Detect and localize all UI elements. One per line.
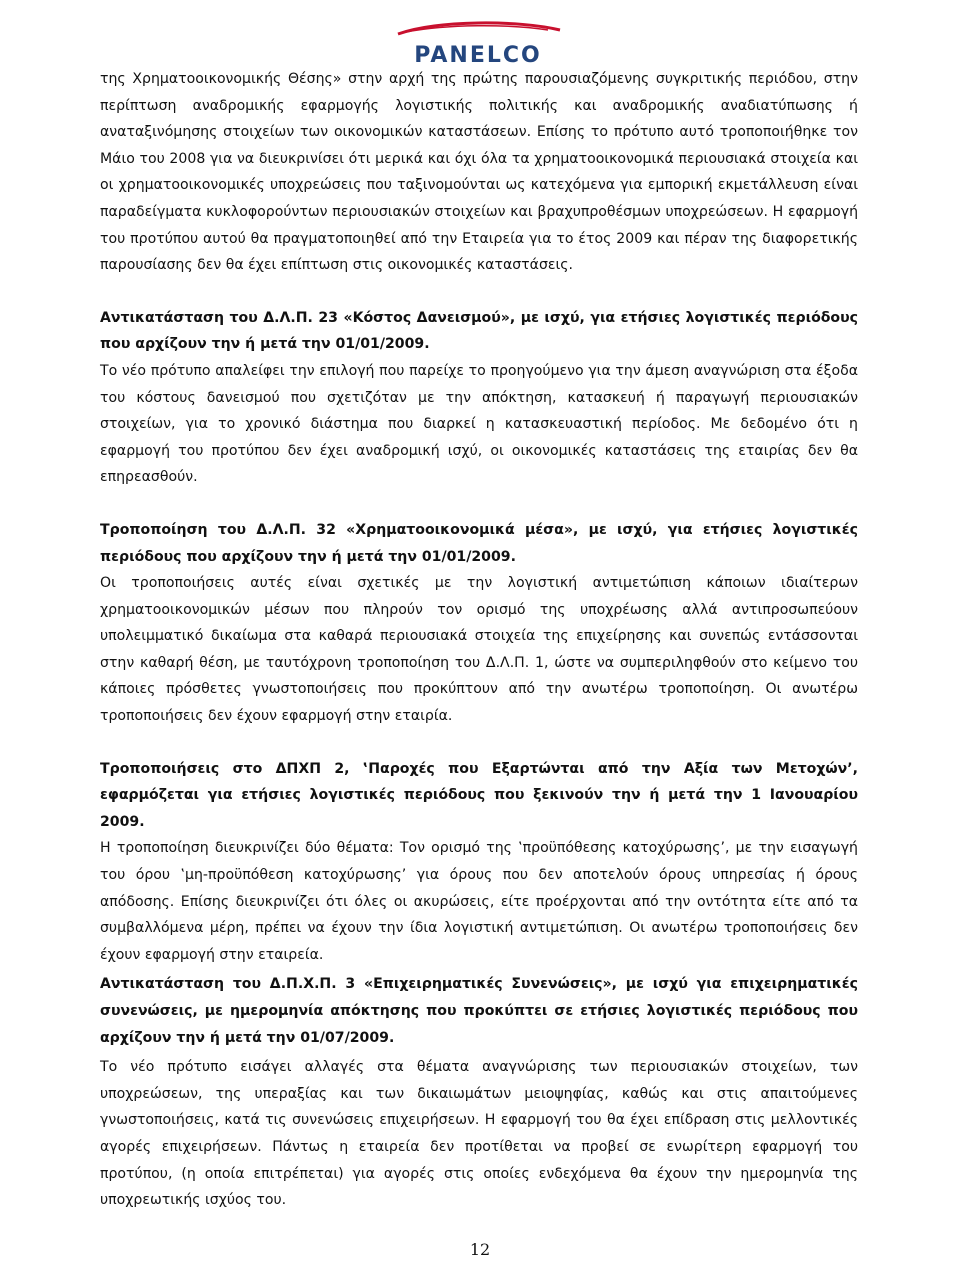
paragraph-ias1-continuation: της Χρηματοοικονομικής Θέσης» στην αρχή της πρώτης παρουσιαζόμενης συγκριτικής περιόδου, στην περίπτωση αναδρομικής εφαρμογής λογιστικής πολιτικής και αναδρομικής αναδιατύπωσης ή αναταξινόμησης στοιχείων των οικονομικών καταστάσεων. Επίσης το πρότυπο αυτό τροποποιήθηκε τον Μάιο του 2008 για να διευκρινίσει ότι μερικά και όχι όλα τα χρηματοοικονομικά περιουσιακά στοιχεία και οι χρηματοοικονομικές υποχρεώσεις που ταξινομούνται ως κατεχόμενα για εμπορική εκμετάλλευση είναι παραδείγματα κυκλοφορούντων περιουσιακών στοιχείων και βραχυπροθέσμων υποχρεώσεων. Η εφαρμογή του προτύπου αυτού θα πραγματοποιηθεί από την Εταιρεία για το έτος 2009 και πέραν της διαφορετικής παρουσίασης δεν θα έχει επίπτωση στις οικονομικές καταστάσεις. [100,71,858,274]
heading-ias23: Αντικατάσταση του Δ.Λ.Π. 23 «Κόστος Δανεισμού», με ισχύ, για ετήσιες λογιστικές περιόδους που αρχίζουν την ή μετά την 01/01/2009. [100,309,858,353]
heading-ifrs3: Αντικατάσταση του Δ.Π.Χ.Π. 3 «Επιχειρηματικές Συνενώσεις», με ισχύ για επιχειρηματικές συνενώσεις, με ημερομηνία απόκτησης που προκύπτει σε ετήσιες λογιστικές περιόδους που αρχίζουν την ή μετά την 01/07/2009. [100,976,858,1046]
paragraph-ias32: Οι τροποποιήσεις αυτές είναι σχετικές με την λογιστική αντιμετώπιση κάποιων ιδιαίτερων χρηματοοικονομικών μέσων που πληρούν τον ορισμό της υποχρέωσης αλλά αντιπροσωπεύουν υπολειμματικό δικαίωμα στα καθαρά περιουσιακά στοιχεία της επιχείρησης και συνεπώς εντάσσονται στην καθαρή θέση, με ταυτόχρονη τροποποίηση του Δ.Λ.Π. 1, ώστε να συμπεριληφθούν στο κείμενο του κάποιες πρόσθετες γνωστοποιήσεις που προκύπτουν από την ανωτέρω τροποποίηση. Οι ανωτέρω τροποποιήσεις δεν έχουν εφαρμογή στην εταιρία. [100,575,858,725]
document-body [100,66,858,1214]
heading-ias32: Τροποποίηση του Δ.Λ.Π. 32 «Χρηματοοικονομικά μέσα», με ισχύ, για ετήσιες λογιστικές περιόδους που αρχίζουν την ή μετά την 01/01/2009. [100,521,858,565]
logo-text: PANELCO [414,43,542,68]
heading-ifrs2: Τροποποιήσεις στο ΔΠΧΠ 2, ‛Παροχές που Εξαρτώνται από την Αξία των Μετοχών’, εφαρμόζεται για ετήσιες λογιστικές περιόδους που ξεκινούν την ή μετά την 1 Ιανουαρίου 2009. [100,760,858,830]
paragraph-ifrs2: Η τροποποίηση διευκρινίζει δύο θέματα: Τον ορισμό της ‛προϋπόθεσης κατοχύρωσης’, με την εισαγωγή του όρου ‛μη-προϋπόθεση κατοχύρωσης’ για όρους που δεν αποτελούν όρους υπηρεσίας ή όρους απόδοσης. Επίσης διευκρινίζει ότι όλες οι ακυρώσεις, είτε προέρχονται από την οντότητα είτε από τα συμβαλλόμενα μέρη, πρέπει να έχουν την ίδια λογιστική αντιμετώπιση. Οι ανωτέρω τροποποιήσεις δεν έχουν εφαρμογή στην εταιρεία. [100,840,858,963]
paragraph-ias23: Το νέο πρότυπο απαλείφει την επιλογή που παρείχε το προηγούμενο για την άμεση αναγνώριση στα έξοδα του κόστους δανεισμού που σχετιζόταν με την απόκτηση, κατασκευή ή παραγωγή περιουσιακών στοιχείων, για το χρονικό διάστημα που διαρκεί η κατασκευαστική περίοδος. Με δεδομένο ότι η εφαρμογή του προτύπου δεν έχει αναδρομική ισχύ, οι οικονομικές καταστάσεις της εταιρίας δεν θα επηρεασθούν. [100,362,858,486]
page-number: 12 [469,1240,491,1259]
paragraph-ifrs3: Το νέο πρότυπο εισάγει αλλαγές στα θέματα αναγνώρισης των περιουσιακών στοιχείων, των υποχρεώσεων, της υπεραξίας και των δικαιωμάτων μειοψηφίας, καθώς και στις απαιτούμενες γνωστοποιήσεις, κατά τις συνενώσεις επιχειρήσεων. Η εφαρμογή του θα έχει επίδραση στις μελλοντικές αγορές επιχειρήσεων. Πάντως η εταιρεία δεν προτίθεται να προβεί σε ενωρίτερη εφαρμογή του προτύπου, (η οποία επιτρέπεται) για αγορές στις οποίες ενδεχόμενα θα έχουν την ημερομηνία της υποχρεωτικής ισχύος του. [100,1059,858,1209]
